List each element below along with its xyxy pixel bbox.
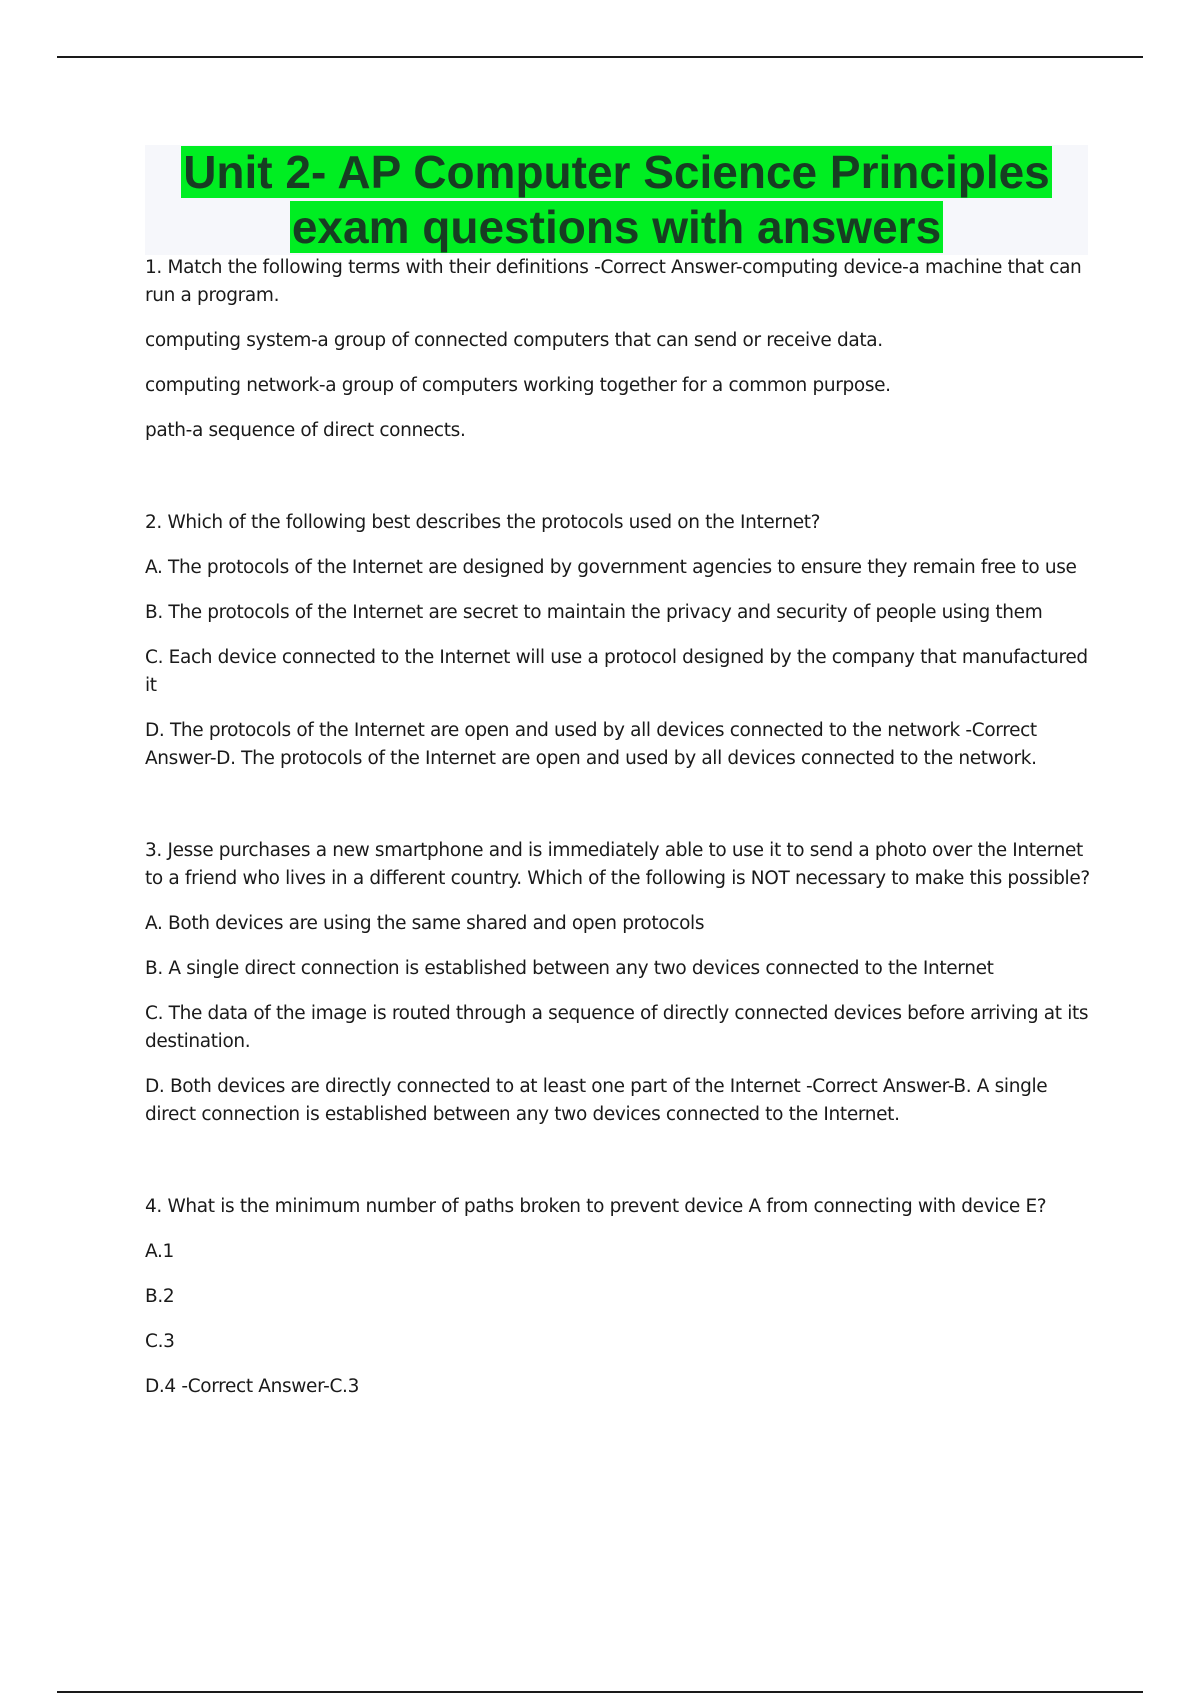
question-3-option-d-answer: D. Both devices are directly connected to at least one part of the Internet -Correct Answer-B. A single direct connection is established between any two devices connected to the Internet.	[145, 1076, 1048, 1125]
title-line-2: exam questions with answers	[291, 201, 942, 253]
title-line-1: Unit 2- AP Computer Science Principles	[183, 146, 1050, 198]
spacer	[145, 1146, 1090, 1193]
question-4-option-d-answer: D.4 -Correct Answer-C.3	[145, 1376, 360, 1397]
question-1-line: path-a sequence of direct connects.	[145, 420, 466, 441]
document-body	[145, 254, 1090, 1418]
question-4-option-c: C.3	[145, 1331, 175, 1352]
question-2-prompt: 2. Which of the following best describes the protocols used on the Internet?	[145, 512, 821, 533]
question-2-option-d-answer: D. The protocols of the Internet are open and used by all devices connected to the network -Correct Answer-D. The protocols of the Internet are open and used by all devices connected to the network.	[145, 720, 1037, 769]
spacer	[145, 462, 1090, 509]
question-3-prompt: 3. Jesse purchases a new smartphone and is immediately able to use it to send a photo over the Internet to a friend who lives in a different country. Which of the following is NOT necessary to make this possible?	[145, 840, 1090, 889]
question-1-line: computing system-a group of connected computers that can send or receive data.	[145, 330, 883, 351]
question-4	[145, 1193, 1090, 1401]
question-3-option-c: C. The data of the image is routed through a sequence of directly connected devices before arriving at its destination.	[145, 1003, 1089, 1052]
question-2-option-c: C. Each device connected to the Internet will use a protocol designed by the company that manufactured it	[145, 647, 1088, 696]
question-2-option-a: A. The protocols of the Internet are designed by government agencies to ensure they remain free to use	[145, 557, 1077, 578]
question-3-option-a: A. Both devices are using the same shared and open protocols	[145, 913, 705, 934]
question-3-option-b: B. A single direct connection is established between any two devices connected to the Internet	[145, 958, 994, 979]
question-1-line: computing network-a group of computers working together for a common purpose.	[145, 375, 891, 396]
question-1-prompt: 1. Match the following terms with their definitions -Correct Answer-computing device-a machine that can run a program.	[145, 257, 1082, 306]
question-4-option-a: A.1	[145, 1241, 174, 1262]
question-1	[145, 254, 1090, 445]
question-2-option-b: B. The protocols of the Internet are secret to maintain the privacy and security of people using them	[145, 602, 1043, 623]
bottom-rule	[57, 1691, 1143, 1693]
question-4-option-b: B.2	[145, 1286, 175, 1307]
document-title	[145, 145, 1088, 255]
question-3	[145, 837, 1090, 1129]
question-2	[145, 509, 1090, 773]
spacer	[145, 790, 1090, 837]
question-4-prompt: 4. What is the minimum number of paths broken to prevent device A from connecting with device E?	[145, 1196, 1047, 1217]
top-rule	[57, 56, 1143, 58]
